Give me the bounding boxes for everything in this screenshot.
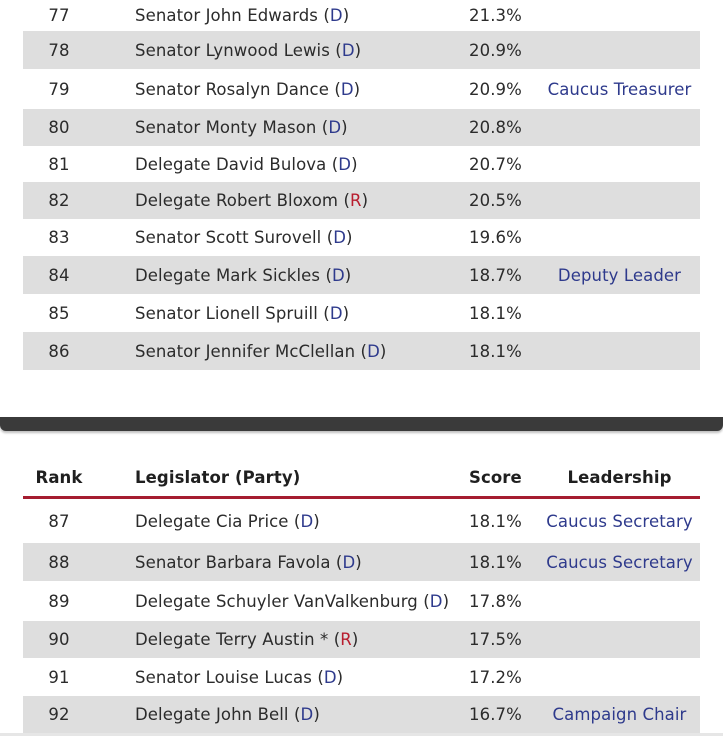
legislator-cell: Senator John Edwards ( D ) xyxy=(135,6,350,25)
rank-cell: 79 xyxy=(48,79,70,99)
rank-cell: 80 xyxy=(48,118,70,137)
party-label: D xyxy=(331,265,345,285)
legislator-cell: Senator Lionell Spruill ( D ) xyxy=(135,303,350,323)
party-label: D xyxy=(341,40,355,60)
legislator-cell: Senator Scott Surovell ( D ) xyxy=(135,228,353,247)
legislator-cell: Delegate Terry Austin * ( R ) xyxy=(135,630,359,649)
legislator-cell: Senator Rosalyn Dance ( D ) xyxy=(135,79,361,99)
table-row xyxy=(23,294,700,332)
table-row xyxy=(23,182,700,219)
party-label: D xyxy=(300,511,314,531)
score-cell: 20.9% xyxy=(469,79,522,99)
legislator-cell: Senator Monty Mason ( D ) xyxy=(135,118,348,137)
score-cell: 18.1% xyxy=(469,341,522,361)
leadership-cell xyxy=(539,581,700,621)
rank-cell: 86 xyxy=(48,341,70,361)
table-row xyxy=(23,658,700,696)
score-cell: 21.3% xyxy=(469,6,522,25)
party-label: R xyxy=(340,630,352,649)
rank-cell: 85 xyxy=(48,303,70,323)
score-cell: 20.9% xyxy=(469,40,522,60)
leadership-cell xyxy=(539,332,700,370)
party-label: D xyxy=(429,591,443,611)
rank-cell: 89 xyxy=(48,591,70,611)
rank-cell: 90 xyxy=(48,630,70,649)
rank-cell: 77 xyxy=(48,6,70,25)
score-cell: 18.7% xyxy=(469,265,522,285)
score-cell: 18.1% xyxy=(469,511,522,531)
party-label: D xyxy=(323,667,337,687)
rank-cell: 87 xyxy=(48,511,70,531)
legislator-cell: Senator Barbara Favola ( D ) xyxy=(135,552,362,572)
score-cell: 20.7% xyxy=(469,154,522,174)
leadership-cell xyxy=(539,0,700,31)
leadership-cell xyxy=(539,31,700,69)
leadership-cell xyxy=(539,294,700,332)
table-row xyxy=(23,146,700,182)
table-row xyxy=(23,543,700,581)
score-cell: 18.1% xyxy=(469,552,522,572)
score-cell: 20.8% xyxy=(469,118,522,137)
legislator-cell: Senator Louise Lucas ( D ) xyxy=(135,667,344,687)
rank-cell: 84 xyxy=(48,265,70,285)
score-cell: 17.2% xyxy=(469,667,522,687)
rank-cell: 78 xyxy=(48,40,70,60)
table-row xyxy=(23,696,700,733)
rank-header: Rank xyxy=(35,467,83,487)
score-cell: 20.5% xyxy=(469,191,522,210)
leadership-cell xyxy=(539,658,700,696)
rank-cell: 88 xyxy=(48,552,70,572)
rank-cell: 91 xyxy=(48,667,70,687)
legislator-cell: Delegate Schuyler VanValkenburg ( D ) xyxy=(135,591,450,611)
leadership-cell: Caucus Secretary xyxy=(546,552,693,572)
table-row xyxy=(23,31,700,69)
legislator-cell: Senator Jennifer McClellan ( D ) xyxy=(135,341,387,361)
party-label: D xyxy=(329,6,343,25)
legislator-cell: Senator Lynwood Lewis ( D ) xyxy=(135,40,362,60)
table-header xyxy=(23,458,700,496)
party-label: D xyxy=(329,303,343,323)
legislator-cell: Delegate John Bell ( D ) xyxy=(135,705,320,724)
score-cell: 16.7% xyxy=(469,705,522,724)
legislator-cell: Delegate David Bulova ( D ) xyxy=(135,154,358,174)
table-row xyxy=(23,0,700,31)
rank-cell: 81 xyxy=(48,154,70,174)
legislator-header: Legislator (Party) xyxy=(135,467,301,487)
leadership-cell xyxy=(539,146,700,182)
leadership-header: Leadership xyxy=(567,467,672,487)
rank-cell: 82 xyxy=(48,191,70,210)
score-cell: 17.8% xyxy=(469,591,522,611)
table-row xyxy=(23,581,700,621)
leadership-cell: Caucus Secretary xyxy=(546,511,693,531)
party-label: D xyxy=(328,118,342,137)
rank-cell: 83 xyxy=(48,228,70,247)
legislator-cell: Delegate Mark Sickles ( D ) xyxy=(135,265,352,285)
score-cell: 18.1% xyxy=(469,303,522,323)
table-row xyxy=(23,69,700,109)
table-row xyxy=(23,219,700,256)
table-row xyxy=(23,499,700,543)
leadership-cell xyxy=(539,109,700,146)
section-divider xyxy=(0,417,723,431)
party-label: D xyxy=(367,341,380,361)
leadership-cell: Deputy Leader xyxy=(557,265,682,285)
party-label: D xyxy=(333,228,347,247)
table-row xyxy=(23,109,700,146)
leadership-cell xyxy=(539,621,700,658)
score-header: Score xyxy=(469,467,522,487)
leadership-cell: Campaign Chair xyxy=(552,705,687,724)
party-label: D xyxy=(338,154,352,174)
table-row xyxy=(23,256,700,294)
party-label: D xyxy=(342,552,356,572)
leadership-cell xyxy=(539,219,700,256)
party-label: R xyxy=(350,191,362,210)
leadership-cell xyxy=(539,182,700,219)
party-label: D xyxy=(300,705,314,724)
table-row xyxy=(23,332,700,370)
score-cell: 19.6% xyxy=(469,228,522,247)
table-row xyxy=(23,621,700,658)
leadership-cell: Caucus Treasurer xyxy=(547,79,692,99)
legislator-cell: Delegate Cia Price ( D ) xyxy=(135,511,320,531)
legislator-cell: Delegate Robert Bloxom ( R ) xyxy=(135,191,369,210)
score-cell: 17.5% xyxy=(469,630,522,649)
rank-cell: 92 xyxy=(48,705,70,724)
party-label: D xyxy=(340,79,354,99)
